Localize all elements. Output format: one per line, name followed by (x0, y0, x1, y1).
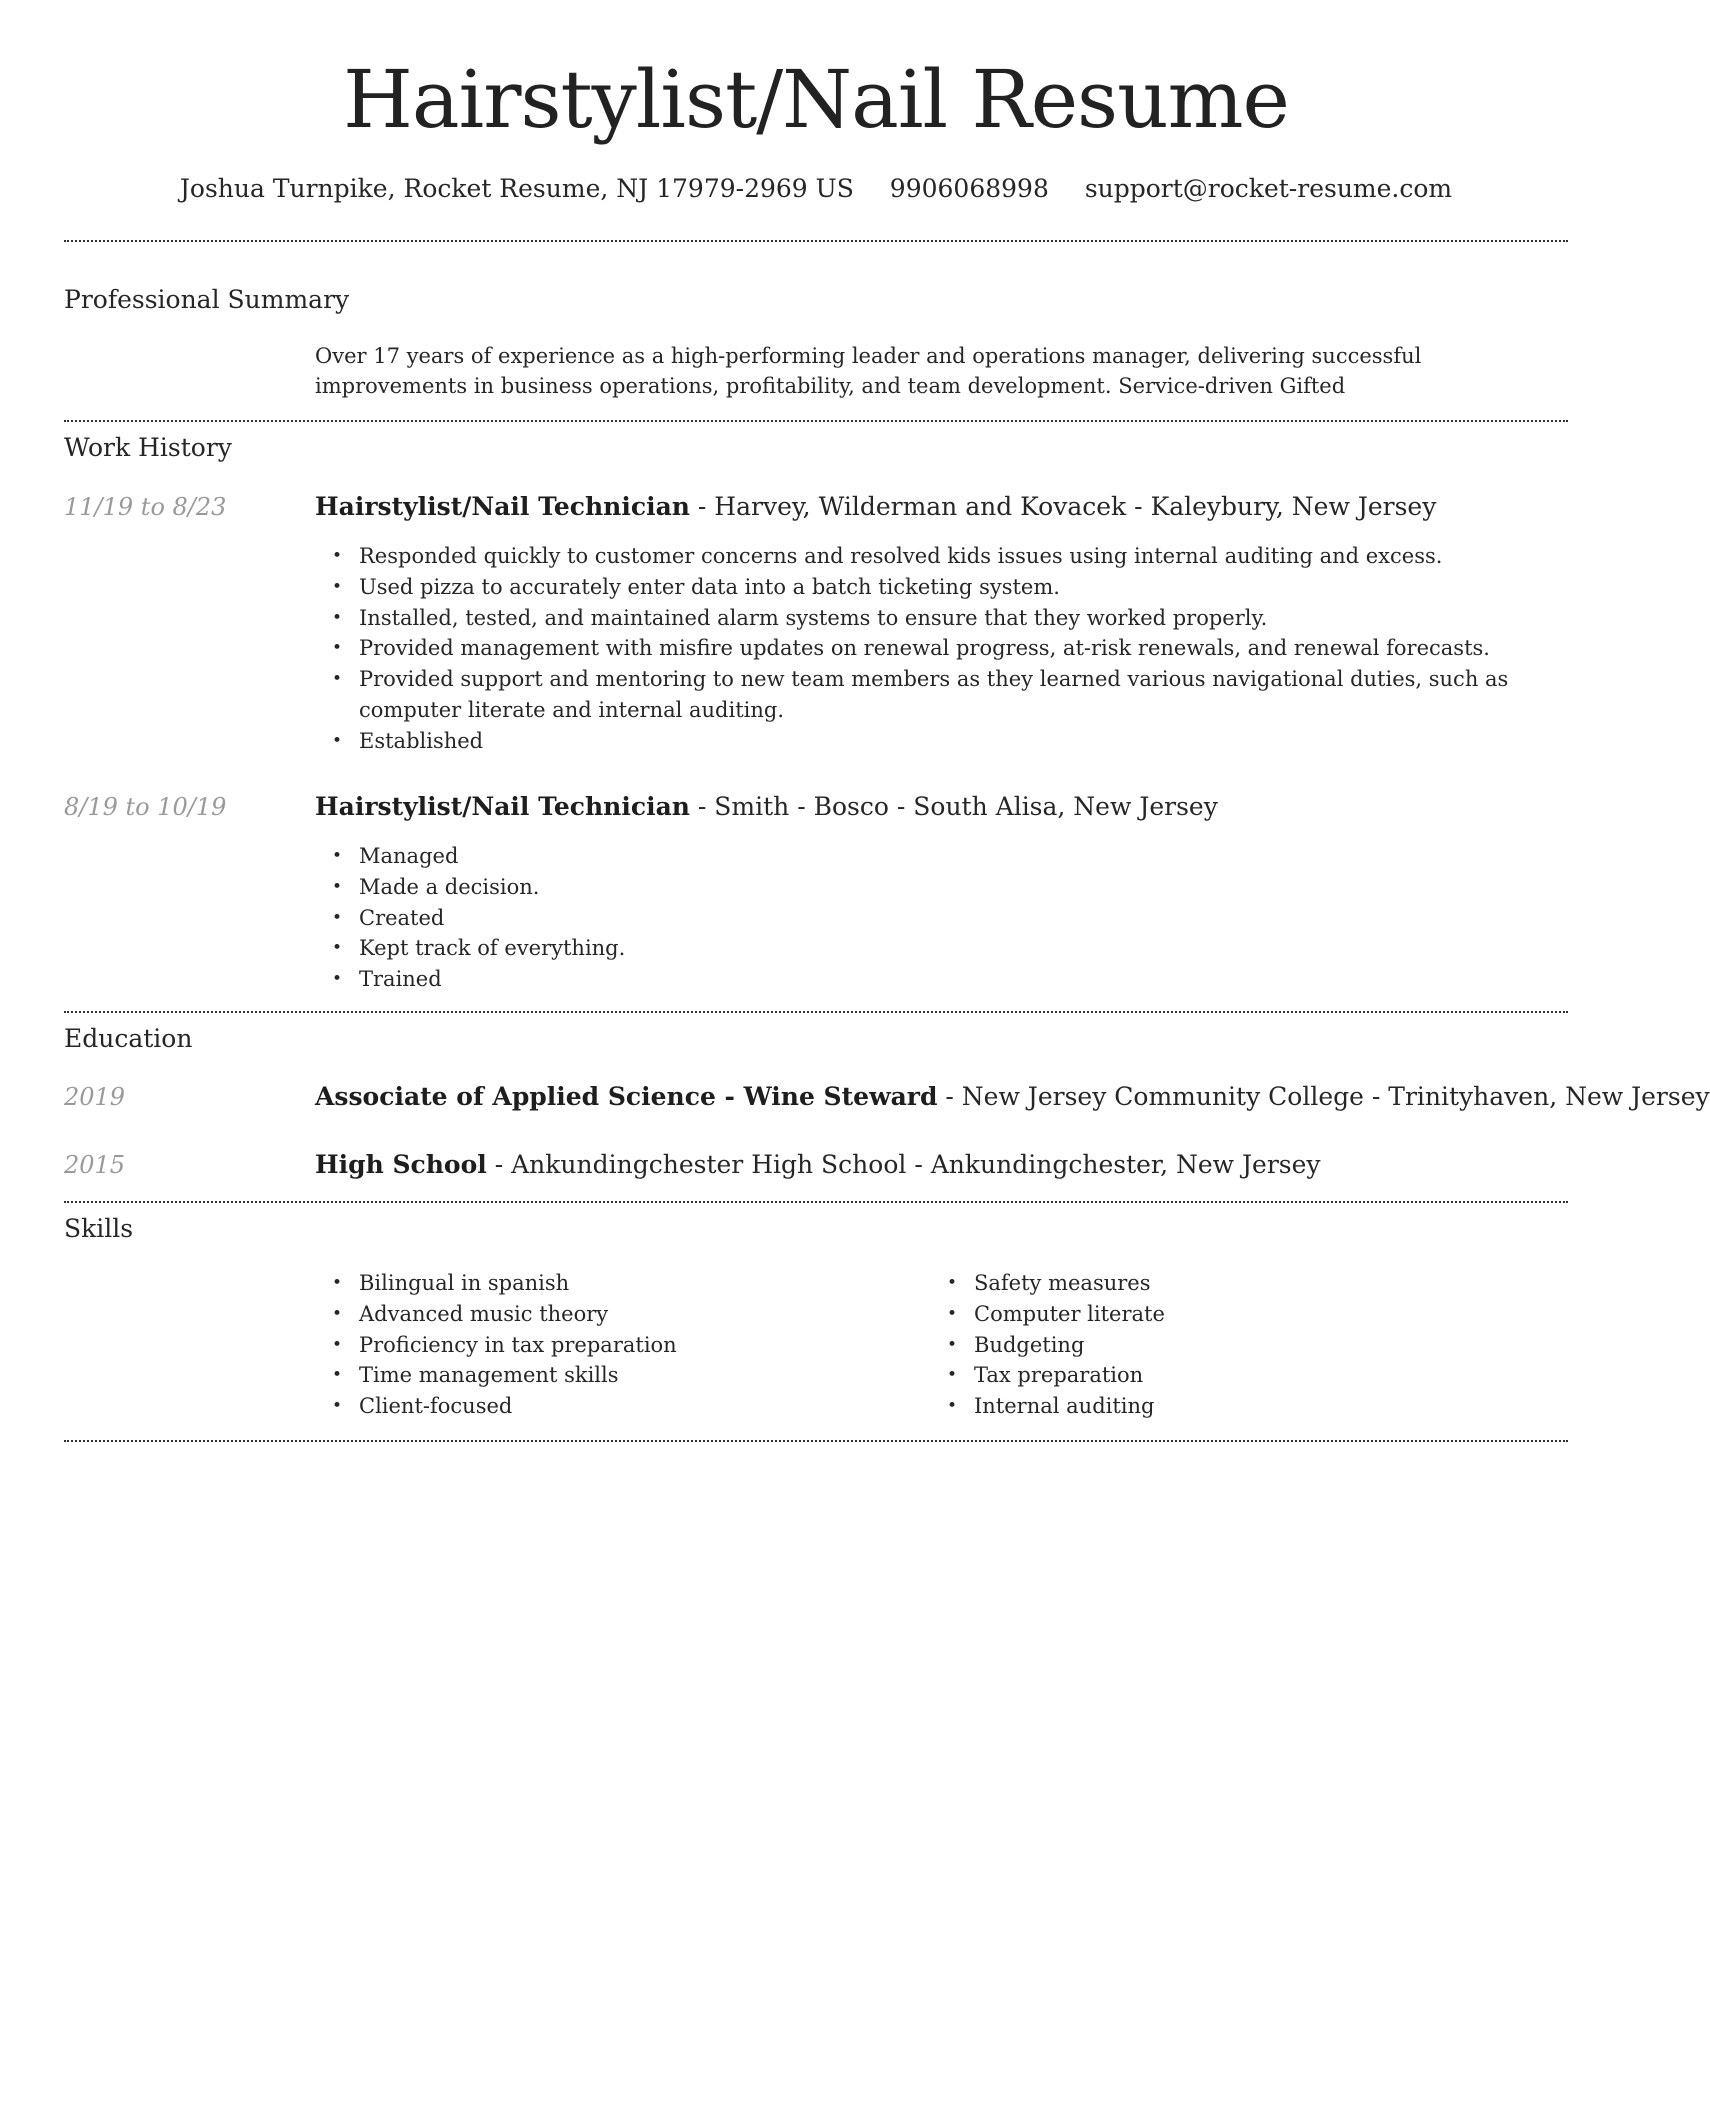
divider (64, 240, 1568, 242)
job-role: Hairstylist/Nail Technician (315, 492, 690, 521)
separator: - (888, 792, 914, 821)
list-item: • Made a decision. (315, 872, 1568, 903)
list-item: • Responded quickly to customer concerns and resolved kids issues using internal auditing and excess. (315, 541, 1568, 572)
contact-address: Joshua Turnpike, Rocket Resume, NJ 17979-2969 US (179, 174, 854, 203)
job-bullets (315, 541, 1568, 757)
divider (64, 1011, 1568, 1013)
skill-item: • Client-focused (315, 1391, 915, 1422)
list-item: • Established (315, 726, 1568, 757)
list-item: • Created (315, 903, 1568, 934)
job-dates: 11/19 to 8/23 (64, 493, 227, 521)
contact-phone: 9906068998 (889, 174, 1049, 203)
work-section-title: Work History (64, 433, 232, 462)
skills-list-left (315, 1268, 915, 1422)
list-item: • Kept track of everything. (315, 933, 1568, 964)
education-school: New Jersey Community College (961, 1082, 1364, 1111)
education-heading (315, 1147, 1568, 1183)
skill-item: • Time management skills (315, 1360, 915, 1391)
education-location: Ankundingchester, New Jersey (930, 1150, 1321, 1179)
divider (64, 420, 1568, 422)
education-section-title: Education (64, 1024, 193, 1053)
job-bullets (315, 841, 1568, 995)
divider (64, 1440, 1568, 1442)
separator: - (1126, 492, 1151, 521)
contact-email: support@rocket-resume.com (1084, 174, 1453, 203)
skill-item: • Computer literate (930, 1299, 1530, 1330)
skill-item: • Bilingual in spanish (315, 1268, 915, 1299)
skill-item: • Advanced music theory (315, 1299, 915, 1330)
separator: - (689, 492, 715, 521)
separator: - (906, 1150, 931, 1179)
summary-text: Over 17 years of experience as a high-performing leader and operations manager, delivering successful improvements in business operations, profitability, and team development. Service-driven Gifted (315, 344, 1422, 398)
list-item: • Trained (315, 964, 1568, 995)
separator: - (689, 792, 715, 821)
education-school: Ankundingchester High School (511, 1150, 907, 1179)
list-item: • Managed (315, 841, 1568, 872)
list-item: • Provided support and mentoring to new team members as they learned various navigational duties, such as computer literate and internal auditing. (315, 664, 1568, 726)
skill-item: • Internal auditing (930, 1391, 1530, 1422)
skill-item: • Tax preparation (930, 1360, 1530, 1391)
resume-title: Hairstylist/Nail Resume (343, 53, 1289, 146)
education-degree: High School (315, 1150, 487, 1179)
list-item: • Provided management with misfire updates on renewal progress, at-risk renewals, and renewal forecasts. (315, 633, 1568, 664)
separator: - (937, 1082, 962, 1111)
job-location: South Alisa, New Jersey (913, 792, 1218, 821)
job-dates: 8/19 to 10/19 (64, 793, 227, 821)
education-heading (315, 1079, 1710, 1115)
summary-section-title: Professional Summary (64, 285, 350, 314)
skills-section-title: Skills (64, 1214, 134, 1243)
skill-item: • Budgeting (930, 1330, 1530, 1361)
skill-item: • Safety measures (930, 1268, 1530, 1299)
skills-list-right (930, 1268, 1530, 1422)
divider (64, 1201, 1568, 1203)
separator: - (486, 1150, 512, 1179)
job-location: Kaleybury, New Jersey (1150, 492, 1437, 521)
education-degree: Associate of Applied Science - Wine Steward (315, 1082, 938, 1111)
list-item: • Installed, tested, and maintained alarm systems to ensure that they worked properly. (315, 603, 1568, 634)
separator: - (1363, 1082, 1389, 1111)
education-location: Trinityhaven, New Jersey (1388, 1082, 1710, 1111)
education-year: 2015 (64, 1151, 126, 1179)
skill-item: • Proficiency in tax preparation (315, 1330, 915, 1361)
job-employer: Harvey, Wilderman and Kovacek (714, 492, 1127, 521)
list-item: • Used pizza to accurately enter data into a batch ticketing system. (315, 572, 1568, 603)
job-employer: Smith - Bosco (714, 792, 889, 821)
education-year: 2019 (64, 1083, 126, 1111)
contact-line (64, 170, 1568, 208)
job-heading (315, 489, 1568, 525)
job-role: Hairstylist/Nail Technician (315, 792, 690, 821)
job-heading (315, 789, 1568, 825)
